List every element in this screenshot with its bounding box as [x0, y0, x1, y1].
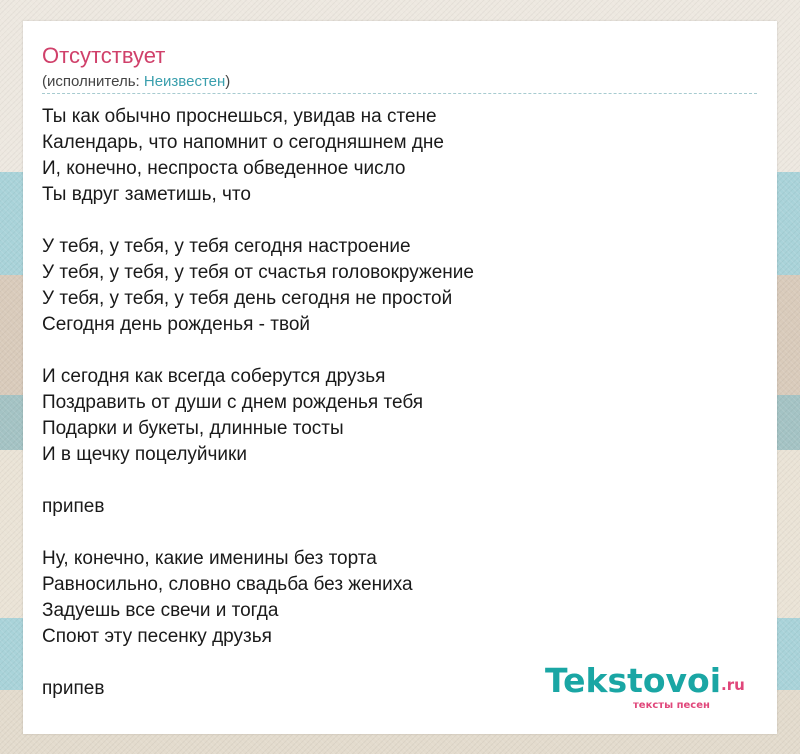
song-title: Отсутствует: [42, 43, 166, 68]
lyric-line: Ну, конечно, какие именины без торта: [42, 548, 377, 569]
lyric-line: Сегодня день рожденья - твой: [42, 314, 311, 335]
lyric-line: Задуешь все свечи и тогда: [42, 600, 279, 621]
lyric-line: припев: [42, 496, 105, 517]
lyric-line: Подарки и букеты, длинные тосты: [42, 418, 344, 439]
lyrics-text: [42, 104, 757, 702]
lyric-line: [42, 468, 757, 494]
lyric-line: Ты как обычно проснешься, увидав на стене: [42, 106, 437, 127]
lyric-line: У тебя, у тебя, у тебя день сегодня не простой: [42, 288, 453, 309]
lyric-line: Поздравить от души с днем рожденья тебя: [42, 392, 424, 413]
artist-suffix: ): [225, 73, 231, 90]
lyric-line: У тебя, у тебя, у тебя от счастья головокружение: [42, 262, 474, 283]
site-logo[interactable]: [545, 662, 755, 712]
lyric-line: Споют эту песенку друзья: [42, 626, 272, 647]
logo-wordmark: Tekstovoi: [545, 661, 722, 700]
logo-domain: .ru: [721, 676, 745, 694]
lyric-line: У тебя, у тебя, у тебя сегодня настроение: [42, 236, 411, 257]
artist-link[interactable]: Неизвестен: [143, 73, 226, 90]
lyric-line: И, конечно, неспроста обведенное число: [42, 158, 406, 179]
title-divider: [42, 93, 757, 94]
lyric-line: Календарь, что напомнит о сегодняшнем дне: [42, 132, 444, 153]
lyric-line: припев: [42, 678, 105, 699]
logo-tagline: тексты песен: [633, 700, 710, 711]
lyric-line: И в щечку поцелуйчики: [42, 444, 247, 465]
artist-line: [42, 73, 230, 91]
lyric-line: Равносильно, словно свадьба без жениха: [42, 574, 413, 595]
lyric-line: И сегодня как всегда соберутся друзья: [42, 366, 386, 387]
lyric-line: [42, 520, 757, 546]
lyric-line: [42, 208, 757, 234]
lyric-line: Ты вдруг заметишь, что: [42, 184, 251, 205]
lyric-line: [42, 338, 757, 364]
artist-prefix: (исполнитель:: [42, 73, 144, 90]
lyrics-card: [23, 21, 777, 734]
